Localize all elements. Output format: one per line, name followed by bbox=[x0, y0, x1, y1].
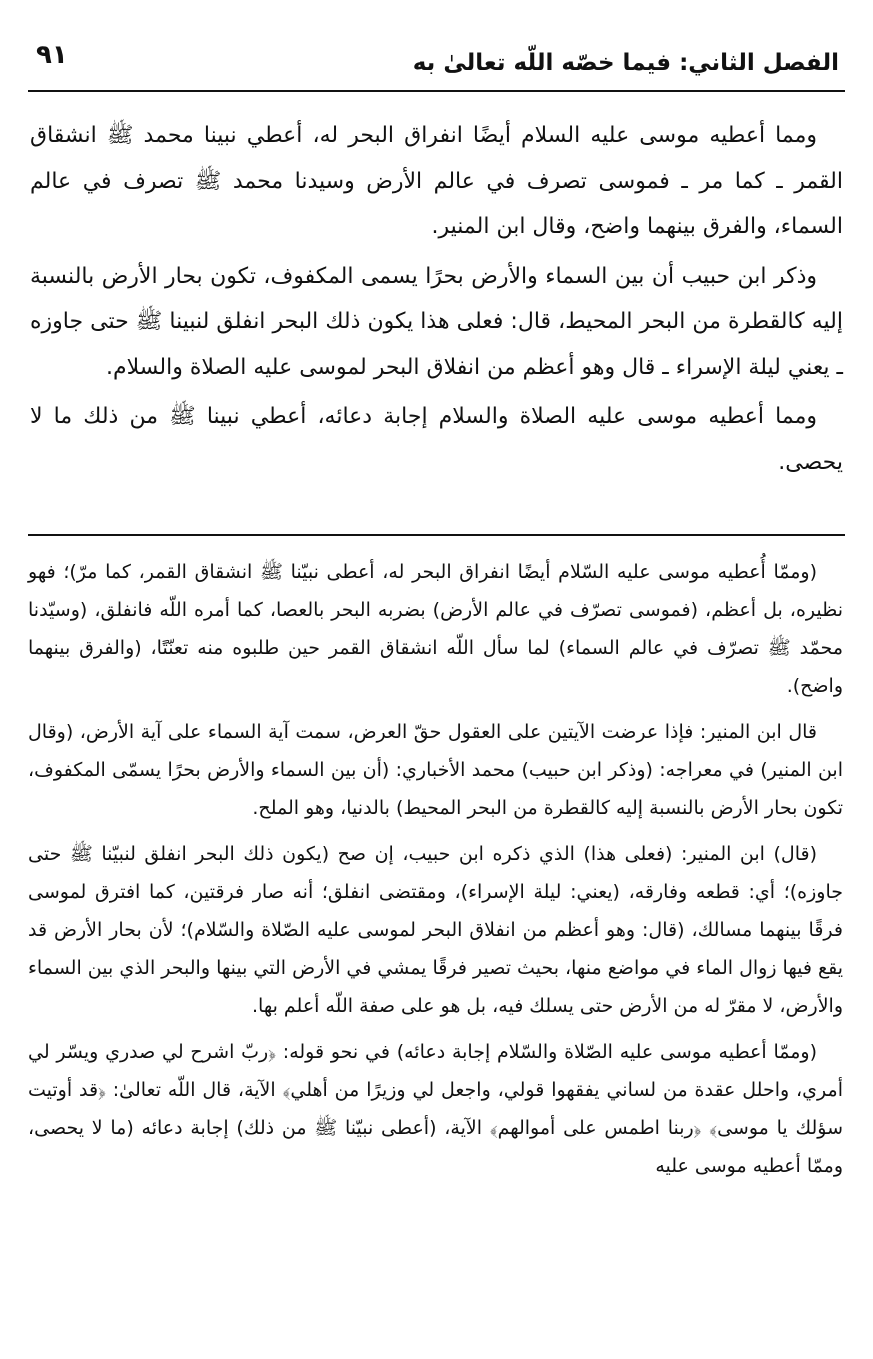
main-text bbox=[30, 113, 843, 485]
page-number: ٩١ bbox=[36, 40, 68, 70]
commentary-paragraph: (وممّا أعطيه موسى عليه الصّلاة والسّلام إجابة دعائه) في نحو قوله: ﴿ربّ اشرح لي صدري ويسّر لي أمري، واحلل عقدة من لساني يفقهوا قولي، واجعل لي وزيرًا من أهلي﴾ الآية، قال اللّه تعالىٰ: ﴿قد أوتيت سؤلك يا موسى﴾ ﴿ربنا اطمس على أموالهم﴾ الآية، (أعطى نبيّنا ﷺ من ذلك) إجابة دعائه (ما لا يحصى، وممّا أعطيه موسى عليه bbox=[28, 1041, 843, 1177]
main-paragraph: ومما أعطيه موسى عليه الصلاة والسلام إجابة دعائه، أعطي نبينا ﷺ من ذلك ما لا يحصى. bbox=[30, 404, 843, 475]
main-paragraph: ومما أعطيه موسى عليه السلام أيضًا انفراق البحر له، أعطي نبينا محمد ﷺ انشقاق القمر ـ كما مر ـ فموسى تصرف في عالم الأرض وسيدنا محمد ﷺ تصرف في عالم السماء، والفرق بينهما واضح، وقال ابن المنير. bbox=[30, 123, 843, 239]
commentary-paragraph: (وممّا أُعطيه موسى عليه السّلام أيضًا انفراق البحر له، أعطى نبيّنا ﷺ انشقاق القمر، كما مرّ)؛ فهو نظيره، بل أعظم، (فموسى تصرّف في عالم الأرض) بضربه البحر بالعصا، كما أمره اللّه فانفلق، (وسيّدنا محمّد ﷺ تصرّف في عالم السماء) لما سأل اللّه انشقاق القمر حين طلبوه منه تعنّتًا، (والفرق بينهما واضح). bbox=[28, 561, 843, 697]
page-header bbox=[28, 34, 845, 92]
commentary-paragraph: قال ابن المنير: فإذا عرضت الآيتين على العقول حقّ العرض، سمت آية السماء على آية الأرض، (وقال ابن المنير) في معراجه: (وذكر ابن حبيب) محمد الأخباري: (أن بين السماء والأرض بحرًا يسمّى المكفوف، تكون بحار الأرض بالنسبة إليه كالقطرة من البحر المحيط) بالدنيا، وهو الملح. bbox=[28, 721, 843, 819]
chapter-title: الفصل الثاني: فيما خصّه اللّه تعالىٰ به bbox=[412, 50, 839, 76]
main-paragraph: وذكر ابن حبيب أن بين السماء والأرض بحرًا يسمى المكفوف، تكون بحار الأرض بالنسبة إليه كالقطرة من البحر المحيط، قال: فعلى هذا يكون ذلك البحر انفلق لنبينا ﷺ حتى جاوزه ـ يعني ليلة الإسراء ـ قال وهو أعظم من انفلاق البحر لموسى عليه الصلاة والسلام. bbox=[30, 263, 843, 380]
section-divider bbox=[28, 534, 845, 536]
commentary-paragraph: (قال) ابن المنير: (فعلى هذا) الذي ذكره ابن حبيب، إن صح (يكون ذلك البحر انفلق لنبيّنا ﷺ حتى جاوزه)؛ أي: قطعه وفارقه، (يعني: ليلة الإسراء)، ومقتضى انفلق؛ أنه صار فرقتين، كما افترق لموسى فرقًا بينهما مسالك، (قال: وهو أعظم من انفلاق البحر لموسى عليه الصّلاة والسّلام)؛ لأن بحار الأرض قد يقع فيها زوال الماء في مواضع منها، بحيث تصير فرقًا يمشي في الأرض التي بينها والبحر الذي بين السماء والأرض، لا مقرّ له من الأرض حتى يسلك فيه، بل هو على صفة اللّه أعلم بها. bbox=[28, 843, 843, 1017]
commentary-text bbox=[28, 553, 843, 1185]
